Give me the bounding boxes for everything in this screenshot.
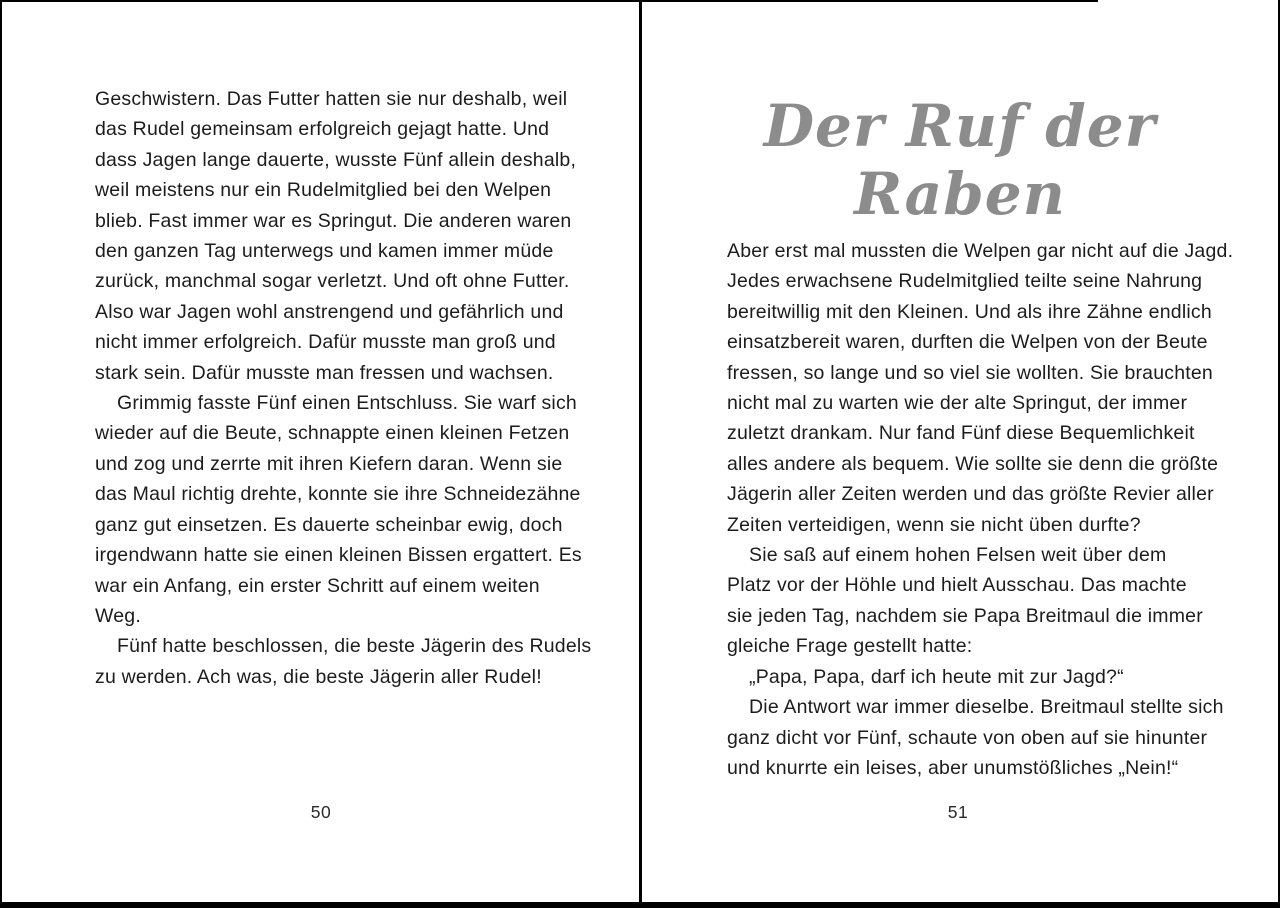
right-page-number: 51 [947, 802, 969, 822]
text-line: irgendwann hatte sie einen kleinen Bissen ergattert. Es [95, 544, 582, 567]
text-line: ganz dicht vor Fünf, schaute von oben auf sie hinunter [727, 726, 1208, 749]
text-line: nicht immer erfolgreich. Dafür musste man groß und [95, 331, 556, 354]
text-line: einsatzbereit waren, durften die Welpen von der Beute [727, 331, 1208, 354]
text-line: den ganzen Tag unterwegs und kamen immer müde [95, 240, 554, 263]
text-line: Fünf hatte beschlossen, die beste Jägerin des Rudels [117, 635, 592, 658]
text-line: dass Jagen lange dauerte, wusste Fünf allein deshalb, [95, 148, 577, 171]
text-line: war ein Anfang, ein erster Schritt auf einem weiten [95, 574, 540, 597]
scan-edge-left [0, 0, 2, 908]
text-line: ganz gut einsetzen. Es dauerte scheinbar ewig, doch [95, 513, 563, 536]
text-line: alles andere als bequem. Wie sollte sie denn die größte [727, 452, 1219, 475]
text-line: Grimmig fasste Fünf einen Entschluss. Sie warf sich [117, 392, 577, 415]
text-line: Aber erst mal mussten die Welpen gar nicht auf die Jagd. [727, 240, 1234, 262]
text-line: Weg. [95, 604, 141, 627]
text-line: das Maul richtig drehte, konnte sie ihre Schneidezähne [95, 483, 581, 506]
page-gutter-divider [639, 0, 642, 902]
text-line: Jedes erwachsene Rudelmitglied teilte seine Nahrung [727, 270, 1203, 293]
text-line: bereitwillig mit den Kleinen. Und als ihre Zähne endlich [727, 300, 1212, 323]
scan-edge-top [0, 0, 1098, 2]
text-line: gleiche Frage gestellt hatte: [727, 635, 973, 658]
text-line: Die Antwort war immer dieselbe. Breitmaul stellte sich [749, 696, 1224, 719]
text-line: Geschwistern. Das Futter hatten sie nur deshalb, weil [95, 88, 568, 110]
text-line: stark sein. Dafür musste man fressen und wachsen. [95, 361, 554, 384]
text-line: Sie saß auf einem hohen Felsen weit über dem [749, 544, 1167, 567]
text-line: zurück, manchmal sogar verletzt. Und oft ohne Futter. [95, 270, 570, 293]
text-line: zu werden. Ach was, die beste Jägerin aller Rudel! [95, 665, 542, 688]
text-line: und knurrte ein leises, aber unumstößliches „Nein!“ [727, 756, 1179, 779]
text-line: wieder auf die Beute, schnappte einen kleinen Fetzen [95, 422, 570, 445]
text-line: fressen, so lange und so viel sie wollten. Sie brauchten [727, 361, 1213, 384]
scan-edge-bottom [0, 902, 1280, 908]
right-page-text [727, 236, 1234, 783]
text-line: Zeiten verteidigen, wenn sie nicht üben durfte? [727, 513, 1141, 536]
text-line: das Rudel gemeinsam erfolgreich gejagt hatte. Und [95, 118, 550, 141]
text-line: weil meistens nur ein Rudelmitglied bei den Welpen [95, 179, 552, 202]
text-line: nicht mal zu warten wie der alte Springut, der immer [727, 392, 1188, 415]
text-line: und zog und zerrte mit ihren Kiefern daran. Wenn sie [95, 452, 563, 475]
chapter-title: Der Ruf der Raben [763, 92, 1157, 228]
text-line: „Papa, Papa, darf ich heute mit zur Jagd?“ [749, 665, 1124, 688]
left-page-text [95, 84, 592, 692]
text-line: blieb. Fast immer war es Springut. Die anderen waren [95, 209, 572, 232]
text-line: zuletzt drankam. Nur fand Fünf diese Bequemlichkeit [727, 422, 1195, 445]
text-line: Jägerin aller Zeiten werden und das größte Revier aller [727, 483, 1214, 506]
text-line: Platz vor der Höhle und hielt Ausschau. Das machte [727, 574, 1187, 597]
text-line: Also war Jagen wohl anstrengend und gefährlich und [95, 300, 564, 323]
text-line: sie jeden Tag, nachdem sie Papa Breitmaul die immer [727, 604, 1203, 627]
left-page-number: 50 [310, 802, 332, 822]
